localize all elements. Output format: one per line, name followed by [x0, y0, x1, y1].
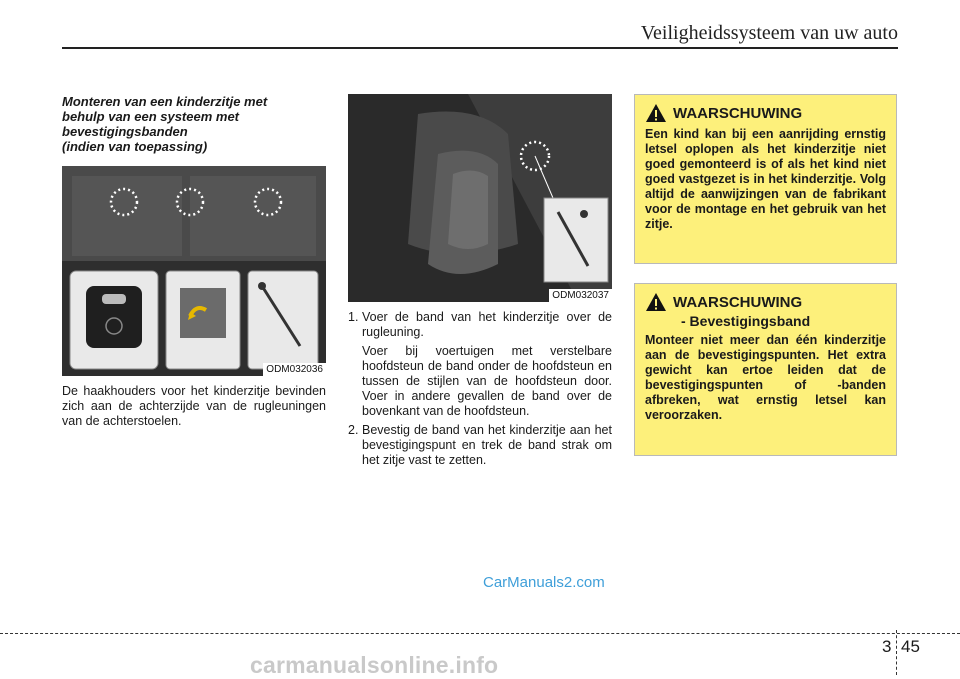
step-paragraph: Voer de band van het kinderzitje over de rugleuning. [362, 310, 612, 339]
warning-title [645, 292, 886, 312]
warning-triangle-icon [645, 103, 667, 123]
step-number: 2. [348, 423, 359, 437]
anchor-description: De haakhouders voor het kinderzitje bevinden zich aan de achterzijde van de rugleuningen van de achterstoelen. [62, 384, 326, 428]
section-heading-line: Monteren van een kinderzitje met [62, 94, 268, 109]
warning-box-tether [634, 283, 897, 456]
figure-anchor-locations [62, 166, 326, 376]
section-heading-line: behulp van een systeem met [62, 109, 240, 124]
figure-child-seat [348, 94, 612, 302]
section-heading-line: bevestigingsbanden [62, 124, 188, 139]
warning-body: Monteer niet meer dan één kinderzitje aan de bevestigingspunten. Het extra gewicht kan ertoe leiden dat de bevestigingspunten of -banden afbreken, wat ernstig letsel kan veroorzaken. [645, 333, 886, 422]
watermark-link[interactable]: CarManuals2.com [483, 574, 605, 591]
column-left [62, 94, 326, 429]
footer-divider [896, 630, 897, 675]
cargo-area-illustration [62, 166, 326, 376]
column-middle [348, 94, 612, 472]
warning-box-general [634, 94, 897, 264]
section-heading [62, 94, 326, 154]
step-item [348, 423, 612, 468]
step-number: 1. [348, 310, 359, 324]
footer-rule [0, 633, 960, 634]
section-heading-line: (indien van toepassing) [62, 139, 208, 154]
chapter-number: 3 [882, 637, 892, 656]
warning-title-text: WAARSCHUWING [673, 293, 803, 311]
header-title: Veiligheidssysteem van uw auto [640, 22, 898, 44]
figure-label: ODM032036 [263, 363, 326, 376]
figure-label: ODM032037 [549, 289, 612, 302]
warning-title [645, 103, 886, 123]
step-item [348, 310, 612, 419]
header-rule [62, 47, 898, 49]
warning-subtitle: - Bevestigingsband [681, 313, 811, 329]
warning-triangle-icon [645, 292, 667, 312]
bottom-watermark: carmanualsonline.info [250, 652, 499, 678]
instruction-steps [348, 310, 612, 468]
step-paragraph: Bevestig de band van het kinderzitje aan het bevestigingspunt en trek de band strak om het zitje vast te zetten. [362, 423, 612, 467]
page-number: 45 [901, 637, 920, 656]
warning-title-text: WAARSCHUWING [673, 104, 803, 122]
child-seat-illustration [348, 94, 612, 302]
step-paragraph: Voer bij voertuigen met verstelbare hoofdsteun de band onder de hoofdsteun en tussen de stijlen van de hoofdsteun door. Voer in andere gevallen de band over de bovenkant van de hoofdsteun. [362, 344, 612, 418]
warning-body: Een kind kan bij een aanrijding ernstig letsel oplopen als het kinderzitje niet goed gemonteerd is of als het kind niet goed vastgezet is in het kinderzitje. Volg altijd de aanwijzingen van de fabrikant voor de montage en het gebruik van het zitje. [645, 127, 886, 231]
